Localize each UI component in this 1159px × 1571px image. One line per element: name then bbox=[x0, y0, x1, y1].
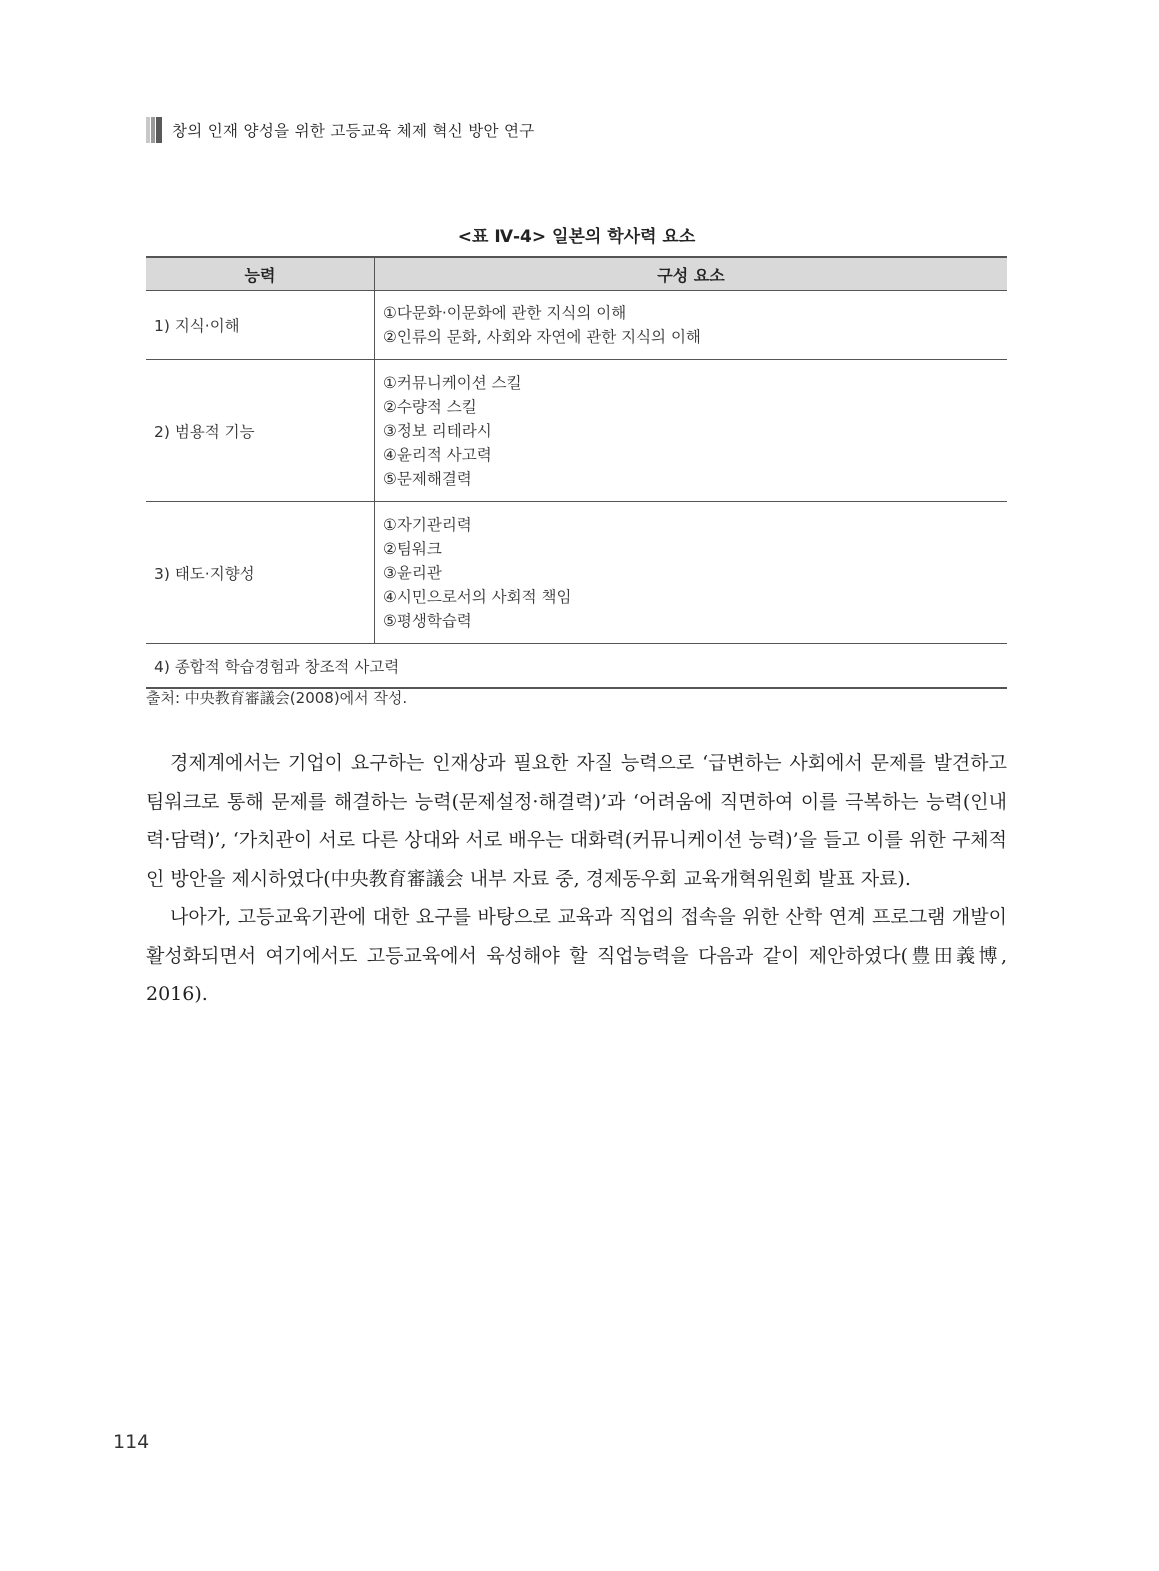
component-item: ④시민으로서의 사회적 책임 bbox=[383, 587, 572, 606]
component-item: ④윤리적 사고력 bbox=[383, 445, 492, 464]
body-paragraph: 경제계에서는 기업이 요구하는 인재상과 필요한 자질 능력으로 ‘급변하는 사회에서 문제를 발견하고 팀워크로 통해 문제를 해결하는 능력(문제설정·해결력)’과 ‘어려움에 직면하여 이를 극복하는 능력(인내력·담력)’, ‘가치관이 서로 다른 상대와 서로 배우는 대화력(커뮤니케이션 능력)’을 들고 이를 위한 구체적인 방안을 제시하였다(中央教育審議会 내부 자료 중, 경제동우회 교육개혁위원회 발표 자료). bbox=[146, 752, 1007, 890]
capability-cell: 1) 지식·이해 bbox=[146, 291, 375, 360]
table-header-row bbox=[146, 257, 1007, 291]
body-text bbox=[146, 744, 1007, 1014]
table-row bbox=[146, 291, 1007, 360]
component-item: ①커뮤니케이션 스킬 bbox=[383, 373, 522, 392]
capability-cell: 2) 범용적 기능 bbox=[146, 360, 375, 502]
header-components: 구성 요소 bbox=[375, 257, 1008, 291]
component-item: ②수량적 스킬 bbox=[383, 397, 477, 416]
header-capability: 능력 bbox=[146, 257, 375, 291]
component-item: ③정보 리테라시 bbox=[383, 421, 492, 440]
table-row bbox=[146, 644, 1007, 689]
table-row bbox=[146, 502, 1007, 644]
running-header-title: 창의 인재 양성을 위한 고등교육 체제 혁신 방안 연구 bbox=[172, 122, 535, 140]
body-paragraph: 나아가, 고등교육기관에 대한 요구를 바탕으로 교육과 직업의 접속을 위한 산학 연계 프로그램 개발이 활성화되면서 여기에서도 고등교육에서 육성해야 할 직업능력을 다음과 같이 제안하였다(豊田義博, 2016). bbox=[146, 906, 1007, 1005]
component-item: ②인류의 문화, 사회와 자연에 관한 지식의 이해 bbox=[383, 328, 701, 346]
running-header bbox=[146, 117, 535, 143]
component-item: ②팀워크 bbox=[383, 539, 442, 558]
table-caption: <표 Ⅳ-4> 일본의 학사력 요소 bbox=[457, 227, 696, 247]
components-cell bbox=[375, 360, 1008, 502]
table-source-note: 출처: 中央教育審議会(2008)에서 작성. bbox=[146, 689, 408, 707]
components-cell bbox=[375, 291, 1008, 360]
component-item: ⑤평생학습력 bbox=[383, 611, 472, 630]
competency-table bbox=[146, 256, 1007, 689]
header-bar-icon bbox=[146, 117, 162, 143]
page-number: 114 bbox=[113, 1431, 150, 1453]
component-item: ①다문화·이문화에 관한 지식의 이해 bbox=[383, 304, 627, 322]
capability-cell: 3) 태도·지향성 bbox=[146, 502, 375, 644]
components-cell bbox=[375, 502, 1008, 644]
component-item: ③윤리관 bbox=[383, 563, 442, 582]
component-item: ⑤문제해결력 bbox=[383, 469, 472, 488]
capability-cell: 4) 종합적 학습경험과 창조적 사고력 bbox=[146, 644, 1007, 689]
component-item: ①자기관리력 bbox=[383, 515, 472, 534]
table-row bbox=[146, 360, 1007, 502]
